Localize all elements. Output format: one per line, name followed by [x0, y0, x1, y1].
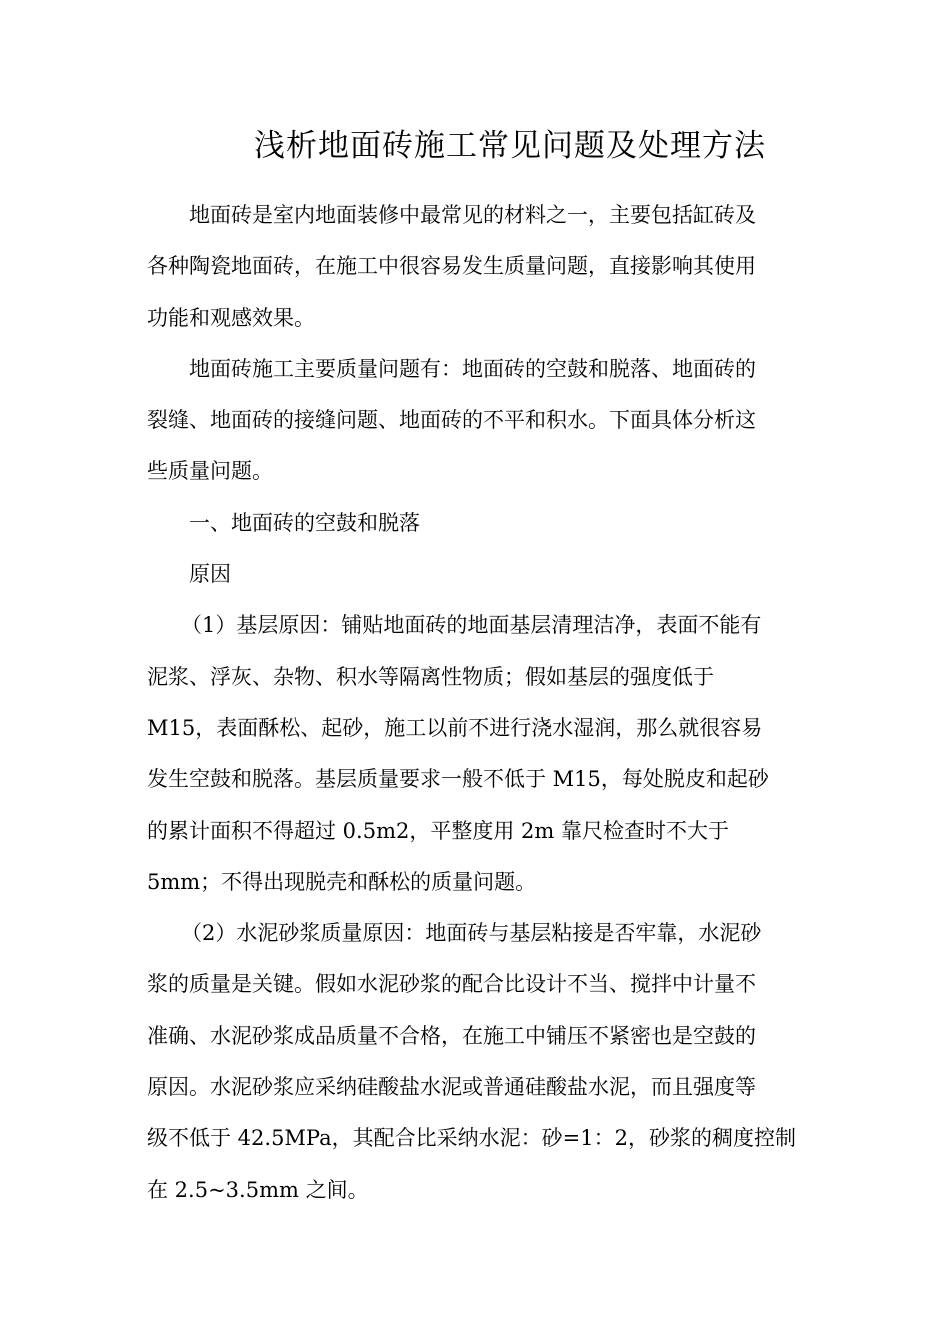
document-title: 浅析地面砖施工常见问题及处理方法 — [254, 128, 766, 164]
paragraph-line: 泥浆、浮灰、杂物、积水等隔离性物质；假如基层的强度低于 — [147, 664, 714, 689]
paragraph-line: 地面砖施工主要质量问题有：地面砖的空鼓和脱落、地面砖的 — [189, 356, 756, 381]
paragraph-line: 的累计面积不得超过 0.5m2，平整度用 2m 靠尺检查时不大于 — [147, 818, 729, 843]
paragraph-line: 功能和观感效果。 — [147, 305, 315, 330]
paragraph-line: 在 2.5~3.5mm 之间。 — [147, 1177, 369, 1202]
paragraph-line: 级不低于 42.5MPa，其配合比采纳水泥：砂=1：2，砂浆的稠度控制 — [147, 1126, 796, 1151]
paragraph-line: 各种陶瓷地面砖，在施工中很容易发生质量问题，直接影响其使用 — [147, 254, 756, 279]
paragraph-line: 5mm；不得出现脱壳和酥松的质量问题。 — [147, 869, 537, 894]
paragraph-line: M15，表面酥松、起砂，施工以前不进行浇水湿润，那么就很容易 — [147, 715, 763, 740]
paragraph-line: （1）基层原因：铺贴地面砖的地面基层清理洁净，表面不能有 — [181, 613, 762, 638]
paragraph-line: 准确、水泥砂浆成品质量不合格，在施工中铺压不紧密也是空鼓的 — [147, 1023, 756, 1048]
paragraph-line: 地面砖是室内地面装修中最常见的材料之一，主要包括缸砖及 — [189, 203, 756, 227]
paragraph-line: （2）水泥砂浆质量原因：地面砖与基层粘接是否牢靠，水泥砂 — [181, 921, 762, 946]
subsection-heading: 原因 — [189, 562, 231, 587]
paragraph-line: 原因。水泥砂浆应采纳硅酸盐水泥或普通硅酸盐水泥，而且强度等 — [147, 1075, 756, 1100]
section-heading: 一、地面砖的空鼓和脱落 — [189, 510, 420, 535]
paragraph-line: 发生空鼓和脱落。基层质量要求一般不低于 M15，每处脱皮和起砂 — [147, 767, 769, 792]
paragraph-line: 浆的质量是关键。假如水泥砂浆的配合比设计不当、搅拌中计量不 — [147, 972, 756, 997]
paragraph-line: 些质量问题。 — [147, 459, 273, 484]
document-body — [147, 190, 807, 1216]
paragraph-line: 裂缝、地面砖的接缝问题、地面砖的不平和积水。下面具体分析这 — [147, 408, 756, 433]
